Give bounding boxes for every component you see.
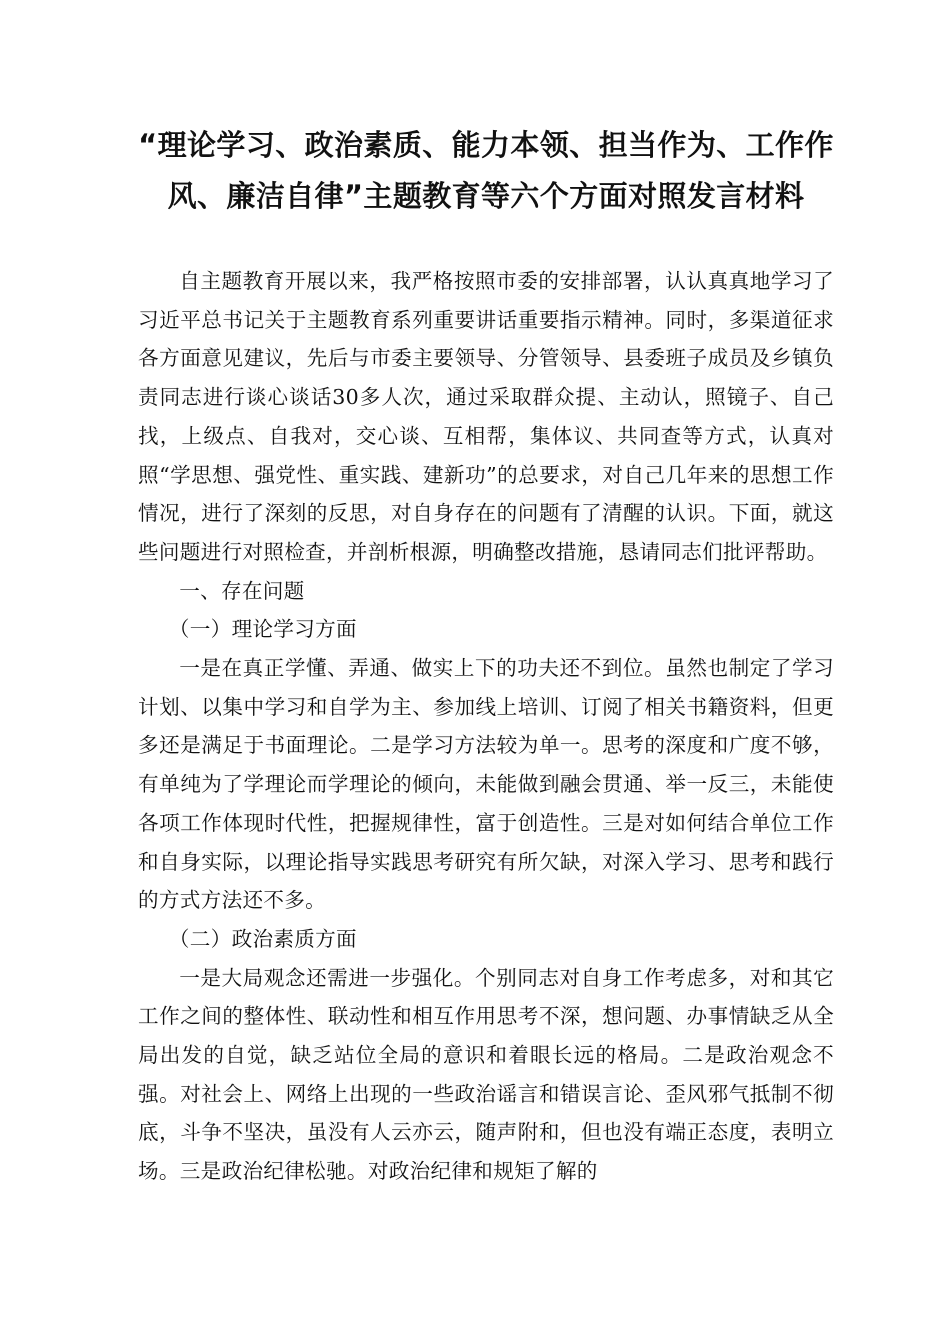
document-title — [138, 120, 834, 222]
political-quality-paragraph: 一是大局观念还需进一步强化。个别同志对自身工作考虑多，对和其它工作之间的整体性、联动性和相互作用思考不深，想问题、办事情缺乏从全局出发的自觉，缺乏站位全局的意识和着眼长远的格局。二是政治观念不强。对社会上、网络上出现的一些政治谣言和错误言论、歪风邪气抵制不彻底，斗争不坚决，虽没有人云亦云，随声附和，但也没有端正态度，表明立场。三是政治纪律松驰。对政治纪律和规矩了解的 — [138, 965, 834, 1184]
subsection-heading-theory-study: （一）理论学习方面 — [168, 617, 357, 642]
title-line-1: “理论学习、政治素质、能力本领、担当作为、工作作 — [138, 128, 834, 162]
subsection-heading-political-quality: （二）政治素质方面 — [168, 926, 357, 951]
theory-study-paragraph: 一是在真正学懂、弄通、做实上下的功夫还不到位。虽然也制定了学习计划、以集中学习和自学为主、参加线上培训、订阅了相关书籍资料，但更多还是满足于书面理论。二是学习方法较为单一。思考的深度和广度不够，有单纯为了学理论而学理论的倾向，未能做到融会贯通、举一反三，未能使各项工作体现时代性，把握规律性，富于创造性。三是对如何结合单位工作和自身实际，以理论指导实践思考研究有所欠缺，对深入学习、思考和践行的方式方法还不多。 — [138, 656, 834, 913]
document-page — [138, 120, 834, 1191]
title-line-2: 风、廉洁自律”主题教育等六个方面对照发言材料 — [167, 179, 805, 213]
intro-paragraph: 自主题教育开展以来，我严格按照市委的安排部署，认认真真地学习了习近平总书记关于主题教育系列重要讲话重要指示精神。同时，多渠道征求各方面意见建议，先后与市委主要领导、分管领导、县委班子成员及乡镇负责同志进行谈心谈话30多人次，通过采取群众提、主动认，照镜子、自己找，上级点、自我对，交心谈、互相帮，集体议、共同查等方式，认真对照“学思想、强党性、重实践、建新功”的总要求，对自己几年来的思想工作情况，进行了深刻的反思，对自身存在的问题有了清醒的认识。下面，就这些问题进行对照检查，并剖析根源，明确整改措施，恳请同志们批评帮助。 — [138, 269, 834, 564]
section-heading-problems: 一、存在问题 — [179, 578, 305, 603]
